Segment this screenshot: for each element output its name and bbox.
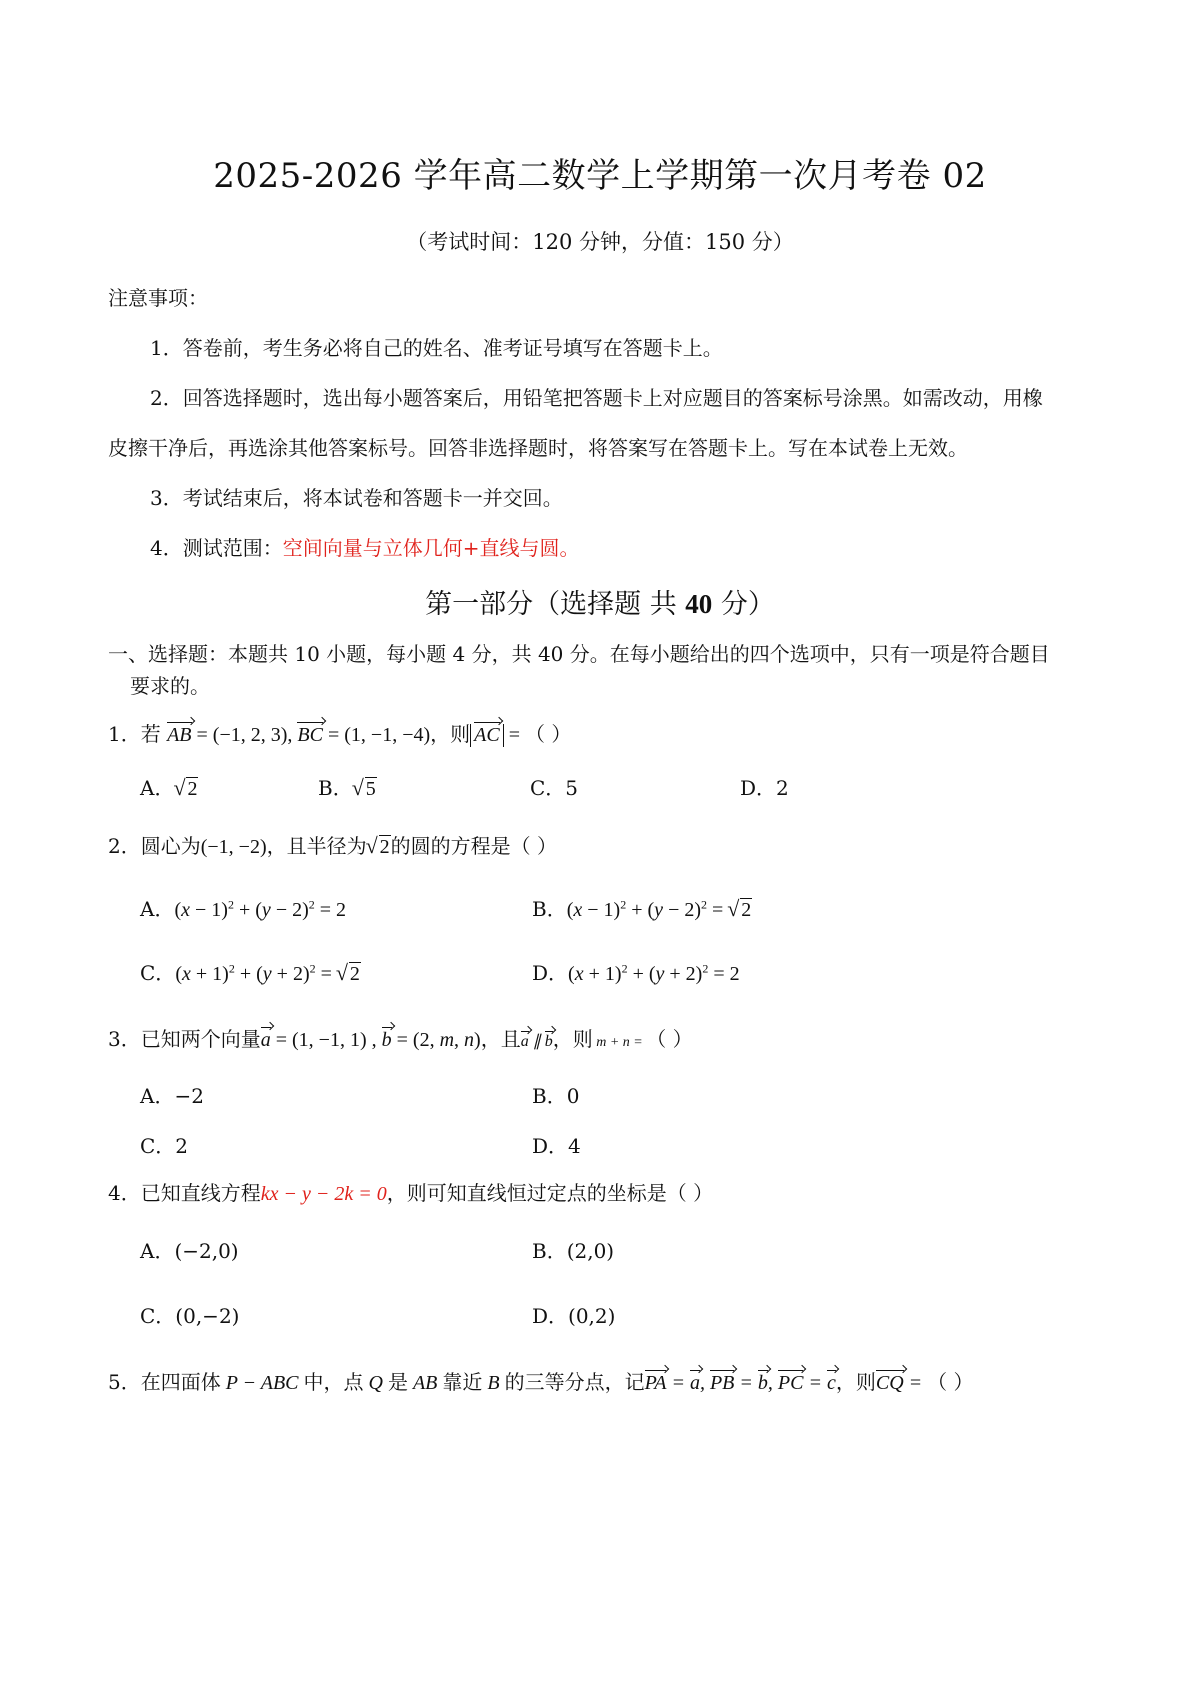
q1-option-b[interactable]: B．√ 5 [318,772,377,801]
q2-option-d[interactable]: D．$(x + 1)^2 + (y + 2)^2 = 2$ [532,961,740,985]
page-title: 2025-2026 学年高二数学上学期第一次月考卷 02 [213,156,987,196]
q1-option-c[interactable]: C．5 [530,776,579,800]
q4-option-b[interactable]: B．(2,0) [532,1239,615,1263]
range-label: 4．测试范围： [150,536,283,560]
section-instruction: 一、选择题：本题共 10 小题，每小题 4 分，共 40 分。在每小题给出的四个选项中，只有一项是符合题目 [108,642,1050,666]
notice-item-2-cont: 皮擦干净后，再选涂其他答案标号。回答非选择题时，将答案写在答题卡上。写在本试卷上无效。 [108,436,968,460]
section-instruction-cont: 要求的。 [130,674,210,698]
q3-option-b[interactable]: B．0 [532,1084,580,1108]
q3-option-c[interactable]: C．2 [140,1134,189,1158]
question-2: 2．圆心为(−1, −2)，且半径为√ 2的圆的方程是（ ） [108,830,557,859]
question-3: 3．已知两个向量a = (1, −1, 1) , b = (2, m, n)，且a ∥ b，则 m + n = （ ） [108,1027,693,1051]
q4-option-a[interactable]: A．(−2,0) [140,1239,239,1263]
exam-subtitle: （考试时间：120 分钟，分值：150 分） [406,230,794,254]
question-5: 5．在四面体 P − ABC 中，点 Q 是 AB 靠近 B 的三等分点，记PA = a, PB = b, PC = c，则CQ = （ ） [108,1370,974,1394]
section-title: 第一部分（选择题 共 40 分） [425,589,775,620]
q1-vectors: AB = (−1, 2, 3), BC = (1, −1, −4) [167,724,431,746]
notice-item-3: 3．考试结束后，将本试卷和答题卡一并交回。 [150,486,563,510]
q2-option-c[interactable]: C．$(x + 1)^2 + (y + 2)^2$ = √ 2 [140,957,361,986]
q2-option-a[interactable]: A．$(x - 1)^2 + (y - 2)^2 = 2$ [140,897,347,921]
q4-option-c[interactable]: C．(0,−2) [140,1304,240,1328]
q1-option-d[interactable]: D．2 [740,776,789,800]
notice-item-4 [150,532,580,561]
notice-heading: 注意事项： [108,286,208,310]
q3-option-d[interactable]: D．4 [532,1134,581,1158]
notice-item-1: 1．答卷前，考生务必将自己的姓名、准考证号填写在答题卡上。 [150,336,723,360]
q4-equation: kx − y − 2k = 0 [260,1183,387,1205]
q3-option-a[interactable]: A．−2 [140,1084,204,1108]
question-1: 1．若 AB = (−1, 2, 3), BC = (1, −1, −4)，则 AC = （ ） [108,722,572,746]
notice-item-2: 2．回答选择题时，选出每小题答案后，用铅笔把答题卡上对应题目的答案标号涂黑。如需改动，用橡 [150,386,1043,410]
q4-option-d[interactable]: D．(0,2) [532,1304,616,1328]
range-value: 空间向量与立体几何+直线与圆。 [282,536,580,560]
q1-option-a[interactable]: A．√ 2 [140,772,198,801]
question-4: 4．已知直线方程kx − y − 2k = 0，则可知直线恒过定点的坐标是（ ） [108,1181,714,1205]
q2-option-b[interactable]: B．$(x - 1)^2 + (y - 2)^2$ = √ 2 [532,893,752,922]
